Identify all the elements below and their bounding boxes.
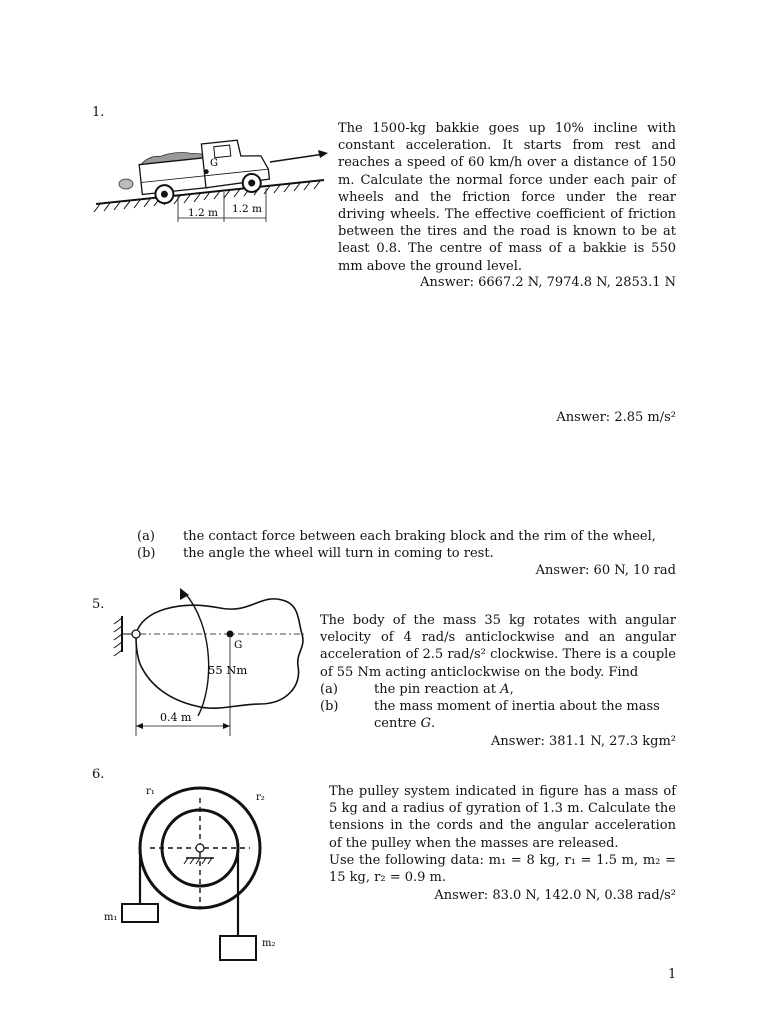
problem-1-number: 1.: [92, 105, 105, 120]
dim-label-04: 0.4 m: [160, 711, 192, 724]
page-number: 1: [668, 967, 677, 982]
list-item: (b) the angle the wheel will turn in coming to rest.: [137, 546, 494, 562]
r2-label: r₂: [256, 792, 265, 803]
problem-5-list: [320, 681, 676, 733]
problem-1-text: The 1500-kg bakkie goes up 10% incline with constant acceleration. It starts from rest and reaches a speed of 60 km/h over a distance of 150 m. Calculate the normal force under each pair of wheels and the friction force under the rear driving wheels. The effective coefficient of friction between the tires and the road is known to be at least 0.8. The centre of mass of a bakkie is 550 mm above the ground level.: [338, 121, 676, 274]
problem-6-data: Use the following data: m₁ = 8 kg, r₁ = 1.5 m, m₂ = 15 kg, r₂ = 0.9 m.: [329, 853, 676, 886]
dim-label-1: 1.2 m: [188, 207, 218, 219]
problem-6-number: 6.: [92, 767, 105, 782]
problem-4-answer: Answer: 60 N, 10 rad: [535, 563, 676, 578]
m2-label: m₂: [262, 938, 276, 949]
r1-label: r₁: [146, 786, 155, 797]
pulley-figure: [96, 780, 296, 970]
rotating-body-figure: [110, 586, 310, 742]
problem-5-answer: Answer: 381.1 N, 27.3 kgm²: [491, 734, 676, 749]
problem-6-text: The pulley system indicated in figure has a mass of 5 kg and a radius of gyration of 1.3 m. Calculate the tensions in the cords and the angular acceleration of the pulley when the masses are released.: [329, 784, 676, 851]
bakkie-incline-figure: [92, 118, 332, 230]
list-item: (a) the contact force between each braking block and the rim of the wheel,: [137, 529, 656, 544]
problem-5-number: 5.: [92, 597, 105, 612]
problem-1-answer: Answer: 6667.2 N, 7974.8 N, 2853.1 N: [420, 275, 676, 290]
problem-6-answer: Answer: 83.0 N, 142.0 N, 0.38 rad/s²: [434, 888, 676, 903]
list-item: (a) the pin reaction at A,: [320, 682, 514, 697]
moment-label: 55 Nm: [208, 663, 248, 677]
body-g-label: G: [234, 639, 243, 651]
problem-5-text: The body of the mass 35 kg rotates with angular velocity of 4 rad/s anticlockwise and an angular acceleration of 2.5 rad/s² clockwise. There is a couple of 55 Nm acting anticlockwise on the body. Find: [320, 613, 676, 680]
list-item: (b) the mass moment of inertia about the mass centre G.: [320, 699, 660, 732]
dim-label-2: 1.2 m: [232, 203, 262, 215]
m1-label: m₁: [104, 912, 118, 923]
bakkie-g-label: G: [210, 158, 218, 169]
problem-2-answer: Answer: 2.85 m/s²: [556, 410, 676, 425]
problem-4-list: [137, 528, 677, 562]
